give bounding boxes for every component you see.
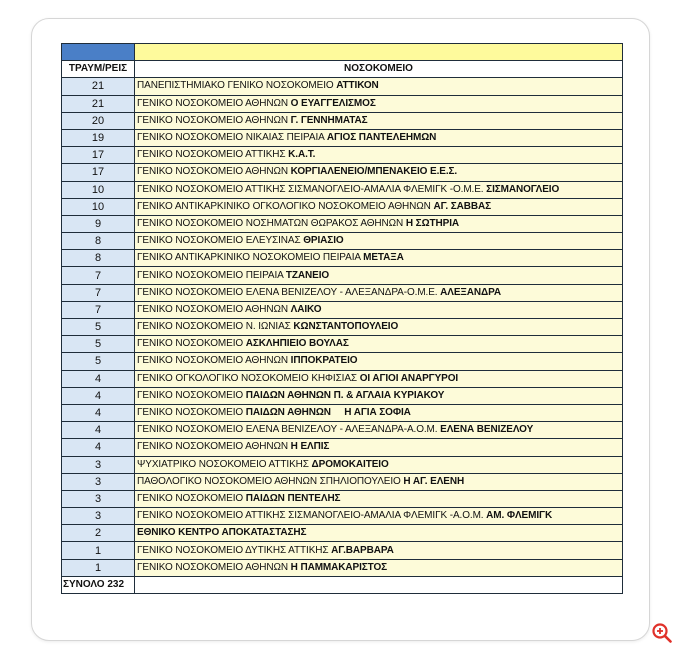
hospital-name-cell — [135, 422, 623, 439]
table-row — [62, 95, 623, 112]
table-row — [62, 233, 623, 250]
hospital-name-bold: Η ΑΓ. ΕΛΕΝΗ — [403, 475, 465, 487]
count-cell: 5 — [62, 353, 135, 370]
table-row — [62, 147, 623, 164]
hospital-name-bold: ΑΜ. ΦΛΕΜΙΓΚ — [486, 510, 553, 522]
table-row — [62, 439, 623, 456]
hospital-name-prefix: ΓΕΝΙΚΟ ΝΟΣΟΚΟΜΕΙΟ — [137, 407, 244, 419]
hospital-name-bold: ΛΑΙΚΟ — [290, 303, 322, 315]
hospital-name-prefix: ΓΕΝΙΚΟ ΝΟΣΟΚΟΜΕΙΟ ΑΘΗΝΩΝ — [137, 561, 288, 573]
hospital-name-prefix: ΓΕΝΙΚΟ ΝΟΣΟΚΟΜΕΙΟ ΑΤΤΙΚΗΣ — [137, 149, 286, 161]
hospital-name-cell — [135, 490, 623, 507]
column-header-row — [62, 61, 623, 78]
hospital-name-bold: ΑΓ. ΣΑΒΒΑΣ — [433, 200, 492, 212]
table-row — [62, 473, 623, 490]
count-cell: 4 — [62, 404, 135, 421]
count-cell: 5 — [62, 336, 135, 353]
hospital-name-prefix: ΓΕΝΙΚΟ ΝΟΣΟΚΟΜΕΙΟ ΑΘΗΝΩΝ — [137, 355, 288, 367]
total-label: ΣΥΝΟΛΟ 232 — [62, 576, 135, 593]
table-row — [62, 422, 623, 439]
hospital-name-prefix: ΠΑΘΟΛΟΓΙΚΟ ΝΟΣΟΚΟΜΕΙΟ ΑΘΗΝΩΝ ΣΠΗΛΙΟΠΟΥΛΕΙΟ — [137, 475, 401, 487]
hospital-name-bold: ΠΑΙΔΩΝ ΠΕΝΤΕΛΗΣ — [245, 492, 341, 504]
hospital-name-prefix: ΓΕΝΙΚΟ ΝΟΣΟΚΟΜΕΙΟ ΕΛΕΥΣΙΝΑΣ — [137, 235, 301, 247]
table-row — [62, 301, 623, 318]
hospital-name-prefix: ΓΕΝΙΚΟ ΝΟΣΟΚΟΜΕΙΟ ΑΤΤΙΚΗΣ ΣΙΣΜΑΝΟΓΛΕΙΟ-ΑΜΑΛΙΑ ΦΛΕΜΙΓΚ -Ο.Μ.Ε. — [137, 183, 484, 195]
hospital-name-bold: Γ. ΓΕΝΝΗΜΑΤΑΣ — [290, 114, 368, 126]
hospital-name-bold: ΘΡΙΑΣΙΟ — [303, 235, 344, 247]
count-cell: 20 — [62, 112, 135, 129]
hospital-name-bold: Η ΠΑΜΜΑΚΑΡΙΣΤΟΣ — [290, 561, 388, 573]
hospital-name-bold: Η ΕΛΠΙΣ — [290, 441, 330, 453]
hospital-name-cell — [135, 78, 623, 95]
count-cell: 1 — [62, 559, 135, 576]
table-row — [62, 490, 623, 507]
hospital-name-bold: ΠΑΙΔΩΝ ΑΘΗΝΩΝ Η ΑΓΙΑ ΣΟΦΙΑ — [245, 407, 411, 419]
hospital-name-cell — [135, 542, 623, 559]
hospital-name-prefix: ΓΕΝΙΚΟ ΝΟΣΟΚΟΜΕΙΟ ΝΟΣΗΜΑΤΩΝ ΘΩΡΑΚΟΣ ΑΘΗΝΩΝ — [137, 217, 404, 229]
count-cell: 3 — [62, 508, 135, 525]
hospital-name-prefix: ΓΕΝΙΚΟ ΝΟΣΟΚΟΜΕΙΟ ΝΙΚΑΙΑΣ ΠΕΙΡΑΙΑ — [137, 132, 325, 144]
hospital-name-bold: ΚΩΝΣΤΑΝΤΟΠΟΥΛΕΙΟ — [293, 321, 399, 333]
hospital-name-bold: Κ.Α.Τ. — [288, 149, 316, 161]
table-row — [62, 129, 623, 146]
hospital-name-bold: ΟΙ ΑΓΙΟΙ ΑΝΑΡΓΥΡΟΙ — [359, 372, 459, 384]
hospital-name-prefix: ΓΕΝΙΚΟ ΝΟΣΟΚΟΜΕΙΟ ΕΛΕΝΑ ΒΕΝΙΖΕΛΟΥ - ΑΛΕΞΑΝΔΡΑ-Α.Ο.Μ. — [137, 424, 438, 436]
hospital-name-prefix: ΓΕΝΙΚΟ ΝΟΣΟΚΟΜΕΙΟ ΑΘΗΝΩΝ — [137, 441, 288, 453]
count-cell: 1 — [62, 542, 135, 559]
count-cell: 3 — [62, 456, 135, 473]
hospital-name-prefix: ΓΕΝΙΚΟ ΝΟΣΟΚΟΜΕΙΟ ΔΥΤΙΚΗΣ ΑΤΤΙΚΗΣ — [137, 544, 329, 556]
count-cell: 3 — [62, 490, 135, 507]
table-row — [62, 250, 623, 267]
count-cell: 2 — [62, 525, 135, 542]
count-cell: 3 — [62, 473, 135, 490]
count-cell: 9 — [62, 215, 135, 232]
hospital-name-cell — [135, 473, 623, 490]
hospital-name-bold: ΜΕΤΑΞΑ — [363, 252, 404, 264]
table-row — [62, 267, 623, 284]
table-row — [62, 508, 623, 525]
table-row — [62, 215, 623, 232]
table-row — [62, 456, 623, 473]
hospital-name-cell — [135, 525, 623, 542]
count-cell: 17 — [62, 164, 135, 181]
hospital-name-cell — [135, 559, 623, 576]
hospital-name-prefix: ΓΕΝΙΚΟ ΝΟΣΟΚΟΜΕΙΟ ΑΘΗΝΩΝ — [137, 303, 288, 315]
hospital-name-prefix: ΓΕΝΙΚΟ ΝΟΣΟΚΟΜΕΙΟ — [137, 389, 244, 401]
hospital-name-prefix: ΓΕΝΙΚΟ ΝΟΣΟΚΟΜΕΙΟ ΑΘΗΝΩΝ — [137, 166, 288, 178]
hospital-name-bold: ΑΛΕΞΑΝΔΡΑ — [440, 286, 502, 298]
hospital-name-cell — [135, 404, 623, 421]
hospital-name-cell — [135, 439, 623, 456]
header-blue-cell — [62, 44, 135, 61]
hospital-name-prefix: ΓΕΝΙΚΟ ΝΟΣΟΚΟΜΕΙΟ Ν. ΙΩΝΙΑΣ — [137, 321, 291, 333]
count-cell: 7 — [62, 301, 135, 318]
count-cell: 7 — [62, 267, 135, 284]
hospital-name-cell — [135, 147, 623, 164]
table-row — [62, 164, 623, 181]
hospital-name-bold: ΑΓ.ΒΑΡΒΑΡΑ — [331, 544, 394, 556]
hospital-name-cell — [135, 164, 623, 181]
hospital-name-cell — [135, 301, 623, 318]
hospital-name-cell — [135, 387, 623, 404]
hospital-name-bold: ΕΛΕΝΑ ΒΕΝΙΖΕΛΟΥ — [440, 424, 534, 436]
hospital-name-bold: ΑΣΚΛΗΠΙΕΙΟ ΒΟΥΛΑΣ — [245, 338, 349, 350]
table-row — [62, 525, 623, 542]
hospital-name-bold: Η ΣΩΤΗΡΙΑ — [405, 217, 459, 229]
hospital-name-bold: ΑΤΤΙΚΟΝ — [336, 80, 379, 92]
table-row — [62, 198, 623, 215]
hospital-name-cell — [135, 250, 623, 267]
hospital-name-cell — [135, 198, 623, 215]
hospital-name-bold: ΙΠΠΟΚΡΑΤΕΙΟ — [290, 355, 358, 367]
count-cell: 10 — [62, 181, 135, 198]
hospital-name-prefix: ΓΕΝΙΚΟ ΝΟΣΟΚΟΜΕΙΟ — [137, 492, 244, 504]
hospital-name-bold: ΠΑΙΔΩΝ ΑΘΗΝΩΝ Π. & ΑΓΛΑΙΑ ΚΥΡΙΑΚΟΥ — [245, 389, 445, 401]
hospital-name-cell — [135, 508, 623, 525]
table-row — [62, 353, 623, 370]
count-cell: 4 — [62, 370, 135, 387]
hospital-name-cell — [135, 267, 623, 284]
count-cell: 4 — [62, 387, 135, 404]
table-row — [62, 370, 623, 387]
total-row — [62, 576, 623, 593]
hospital-name-prefix: ΓΕΝΙΚΟ ΝΟΣΟΚΟΜΕΙΟ ΠΕΙΡΑΙΑ — [137, 269, 284, 281]
hospital-name-prefix: ΠΑΝΕΠΙΣΤΗΜΙΑΚΟ ΓΕΝΙΚΟ ΝΟΣΟΚΟΜΕΙΟ — [137, 80, 334, 92]
hospital-name-prefix: ΓΕΝΙΚΟ ΟΓΚΟΛΟΓΙΚΟ ΝΟΣΟΚΟΜΕΙΟ ΚΗΦΙΣΙΑΣ — [137, 372, 357, 384]
count-cell: 4 — [62, 439, 135, 456]
count-cell: 19 — [62, 129, 135, 146]
hospital-name-bold: ΔΡΟΜΟΚΑΙΤΕΙΟ — [311, 458, 389, 470]
hospital-name-bold: ΤΖΑΝΕΙΟ — [285, 269, 330, 281]
hospital-name-prefix: ΓΕΝΙΚΟ ΑΝΤΙΚΑΡΚΙΝΙΚΟ ΝΟΣΟΚΟΜΕΙΟ ΠΕΙΡΑΙΑ — [137, 252, 361, 264]
table-row — [62, 387, 623, 404]
hospital-name-bold: ΣΙΣΜΑΝΟΓΛΕΙΟ — [486, 183, 560, 195]
count-cell: 21 — [62, 95, 135, 112]
table-row — [62, 559, 623, 576]
hospital-name-cell — [135, 95, 623, 112]
table-row — [62, 542, 623, 559]
hospital-name-bold: ΚΟΡΓΙΑΛΕΝΕΙΟ/ΜΠΕΝΑΚΕΙΟ Ε.Ε.Σ. — [290, 166, 458, 178]
count-cell: 4 — [62, 422, 135, 439]
count-cell: 10 — [62, 198, 135, 215]
table-row — [62, 404, 623, 421]
hospital-name-prefix: ΓΕΝΙΚΟ ΝΟΣΟΚΟΜΕΙΟ ΑΤΤΙΚΗΣ ΣΙΣΜΑΝΟΓΛΕΙΟ-ΑΜΑΛΙΑ ΦΛΕΜΙΓΚ -Α.Ο.Μ. — [137, 510, 484, 522]
header-yellow-cell — [135, 44, 623, 61]
hospital-name-cell — [135, 284, 623, 301]
table-row — [62, 319, 623, 336]
hospital-name-prefix: ΓΕΝΙΚΟ ΝΟΣΟΚΟΜΕΙΟ ΕΛΕΝΑ ΒΕΝΙΖΕΛΟΥ - ΑΛΕΞΑΝΔΡΑ-Ο.Μ.Ε. — [137, 286, 438, 298]
table-row — [62, 78, 623, 95]
hospital-name-prefix: ΓΕΝΙΚΟ ΝΟΣΟΚΟΜΕΙΟ ΑΘΗΝΩΝ — [137, 97, 288, 109]
column-header-hospital: ΝΟΣΟΚΟΜΕΙΟ — [135, 61, 623, 78]
count-cell: 7 — [62, 284, 135, 301]
table-row — [62, 181, 623, 198]
table-row — [62, 284, 623, 301]
hospital-name-bold: ΑΓΙΟΣ ΠΑΝΤΕΛΕΗΜΩΝ — [326, 132, 437, 144]
hospital-name-cell — [135, 319, 623, 336]
total-empty-cell — [135, 576, 623, 593]
hospital-name-prefix: ΨΥΧΙΑΤΡΙΚΟ ΝΟΣΟΚΟΜΕΙΟ ΑΤΤΙΚΗΣ — [137, 458, 309, 470]
hospital-name-cell — [135, 336, 623, 353]
color-header-row — [62, 44, 623, 61]
hospital-name-cell — [135, 456, 623, 473]
hospital-name-cell — [135, 353, 623, 370]
hospital-name-prefix: ΓΕΝΙΚΟ ΝΟΣΟΚΟΜΕΙΟ — [137, 338, 244, 350]
hospital-name-cell — [135, 215, 623, 232]
hospital-name-cell — [135, 112, 623, 129]
hospital-name-prefix: ΓΕΝΙΚΟ ΝΟΣΟΚΟΜΕΙΟ ΑΘΗΝΩΝ — [137, 114, 288, 126]
count-cell: 21 — [62, 78, 135, 95]
hospital-name-cell — [135, 370, 623, 387]
hospital-table — [61, 43, 623, 594]
hospital-name-bold: ΕΘΝΙΚΟ ΚΕΝΤΡΟ ΑΠΟΚΑΤΑΣΤΑΣΗΣ — [137, 527, 307, 539]
hospital-name-prefix: ΓΕΝΙΚΟ ΑΝΤΙΚΑΡΚΙΝΙΚΟ ΟΓΚΟΛΟΓΙΚΟ ΝΟΣΟΚΟΜΕΙΟ ΑΘΗΝΩΝ — [137, 200, 431, 212]
count-cell: 8 — [62, 233, 135, 250]
hospital-name-cell — [135, 129, 623, 146]
column-header-count: ΤΡΑΥΜ/ΡΕΙΣ — [62, 61, 135, 78]
table-row — [62, 336, 623, 353]
hospital-name-cell — [135, 181, 623, 198]
table-row — [62, 112, 623, 129]
count-cell: 5 — [62, 319, 135, 336]
count-cell: 8 — [62, 250, 135, 267]
hospital-name-cell — [135, 233, 623, 250]
hospital-name-bold: Ο ΕΥΑΓΓΕΛΙΣΜΟΣ — [290, 97, 376, 109]
count-cell: 17 — [62, 147, 135, 164]
zoom-in-icon[interactable] — [651, 622, 673, 644]
